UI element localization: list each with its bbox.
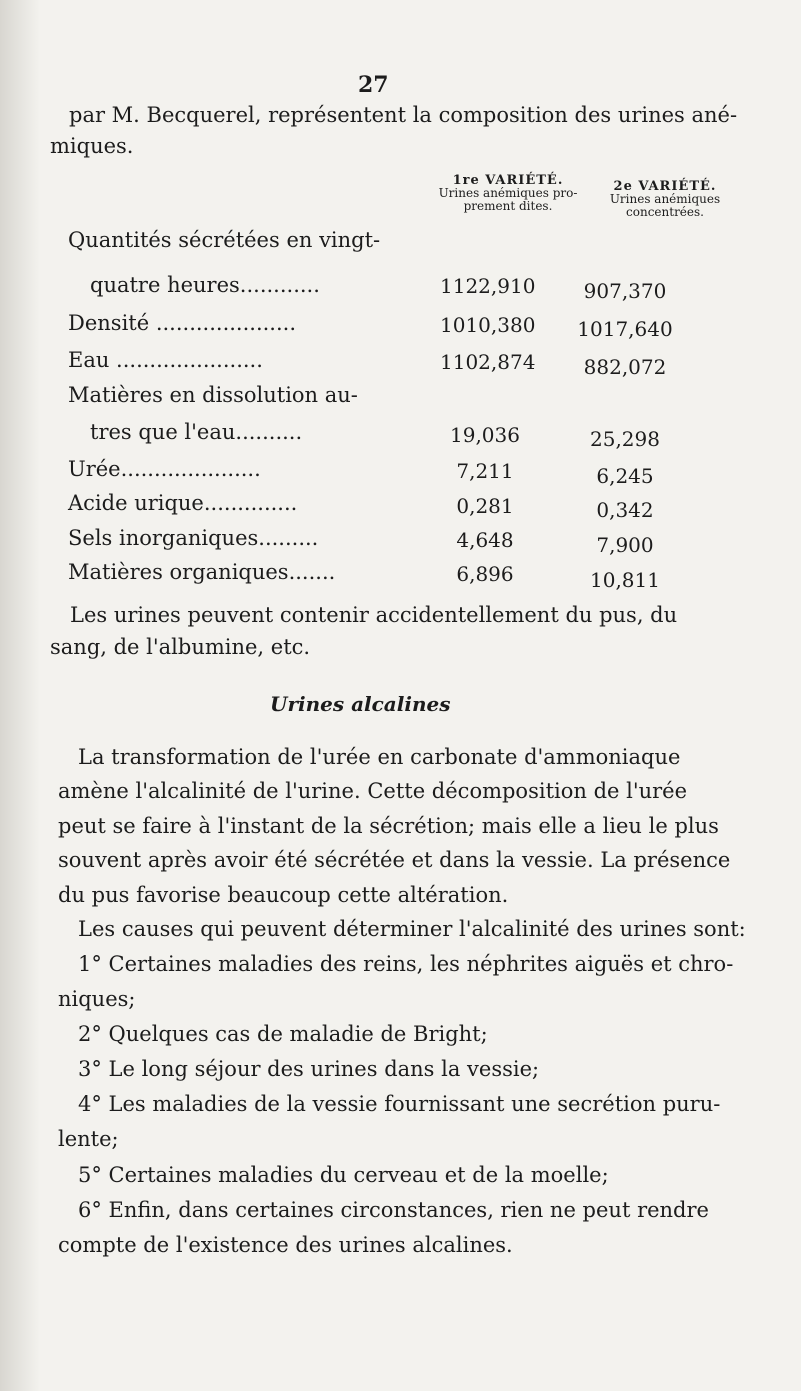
col2-subtitle-1: Urines anémiques	[609, 192, 721, 206]
table-cell-v1: 19,036	[450, 423, 520, 447]
col1-subtitle-2: prement dites.	[463, 199, 553, 213]
table-cell-v1: 1122,910	[440, 274, 536, 298]
table-cell-v1: 4,648	[456, 528, 514, 552]
table-cell-v1: 1010,380	[440, 313, 536, 337]
table-row-label: quatre heures............	[90, 273, 320, 297]
table-cell-v2: 10,811	[590, 568, 660, 592]
col1-title: 1re VARIÉTÉ.	[452, 173, 564, 188]
col2-title: 2e VARIÉTÉ.	[613, 179, 717, 194]
body-line: niques;	[58, 987, 136, 1011]
body-line: 4° Les maladies de la vessie fournissant une secrétion puru-	[78, 1092, 721, 1116]
table-row-label: Matières en dissolution au-	[68, 383, 358, 407]
page-number: 27	[358, 72, 389, 98]
after-table-line-2: sang, de l'albumine, etc.	[50, 635, 311, 659]
after-table-line-1: Les urines peuvent contenir accidentellement du pus, du	[70, 603, 678, 627]
table-row-label: Matières organiques.......	[68, 560, 336, 584]
table-cell-v1: 1102,874	[440, 350, 536, 374]
table-cell-v1: 0,281	[456, 494, 514, 518]
table-cell-v1: 6,896	[456, 562, 514, 586]
table-cell-v2: 1017,640	[577, 317, 673, 341]
section-heading: Urines alcalines	[270, 692, 451, 716]
table-cell-v1: 7,211	[456, 459, 514, 483]
table-row-label: tres que l'eau..........	[90, 420, 303, 444]
table-row-label: Quantités sécrétées en vingt-	[68, 228, 381, 252]
table-cell-v2: 0,342	[596, 498, 654, 522]
table-row-label: Eau ......................	[68, 348, 263, 372]
table-cell-v2: 907,370	[583, 279, 667, 303]
body-line: 3° Le long séjour des urines dans la vessie;	[78, 1057, 540, 1081]
table-cell-v2: 25,298	[590, 427, 660, 451]
body-line: 1° Certaines maladies des reins, les néphrites aiguës et chro-	[78, 952, 734, 976]
table-col2-header	[590, 180, 740, 219]
col1-subtitle-1: Urines anémiques pro-	[438, 186, 578, 200]
body-line: lente;	[58, 1127, 119, 1151]
body-line: peut se faire à l'instant de la sécrétion; mais elle a lieu le plus	[58, 814, 719, 838]
table-col1-header	[433, 174, 583, 213]
body-line: Les causes qui peuvent déterminer l'alcalinité des urines sont:	[78, 917, 746, 941]
body-line: La transformation de l'urée en carbonate d'ammoniaque	[78, 745, 681, 769]
body-line: 5° Certaines maladies du cerveau et de la moelle;	[78, 1163, 609, 1187]
body-line: compte de l'existence des urines alcalines.	[58, 1233, 513, 1257]
body-line: souvent après avoir été sécrétée et dans la vessie. La présence	[58, 848, 731, 872]
body-line: 2° Quelques cas de maladie de Bright;	[78, 1022, 488, 1046]
intro-line-1: par M. Becquerel, représentent la composition des urines ané-	[69, 103, 738, 127]
body-line: amène l'alcalinité de l'urine. Cette décomposition de l'urée	[58, 779, 688, 803]
intro-line-2: miques.	[50, 134, 134, 158]
body-line: du pus favorise beaucoup cette altération.	[58, 883, 509, 907]
table-cell-v2: 882,072	[583, 355, 667, 379]
table-row-label: Urée.....................	[68, 457, 261, 481]
table-row-label: Sels inorganiques.........	[68, 526, 319, 550]
page-edge-shadow	[0, 0, 40, 1391]
col2-subtitle-2: concentrées.	[626, 205, 704, 219]
body-line: 6° Enfin, dans certaines circonstances, rien ne peut rendre	[78, 1198, 709, 1222]
table-row-label: Densité .....................	[68, 311, 297, 335]
table-cell-v2: 6,245	[596, 464, 654, 488]
table-row-label: Acide urique..............	[68, 491, 298, 515]
table-cell-v2: 7,900	[596, 533, 654, 557]
